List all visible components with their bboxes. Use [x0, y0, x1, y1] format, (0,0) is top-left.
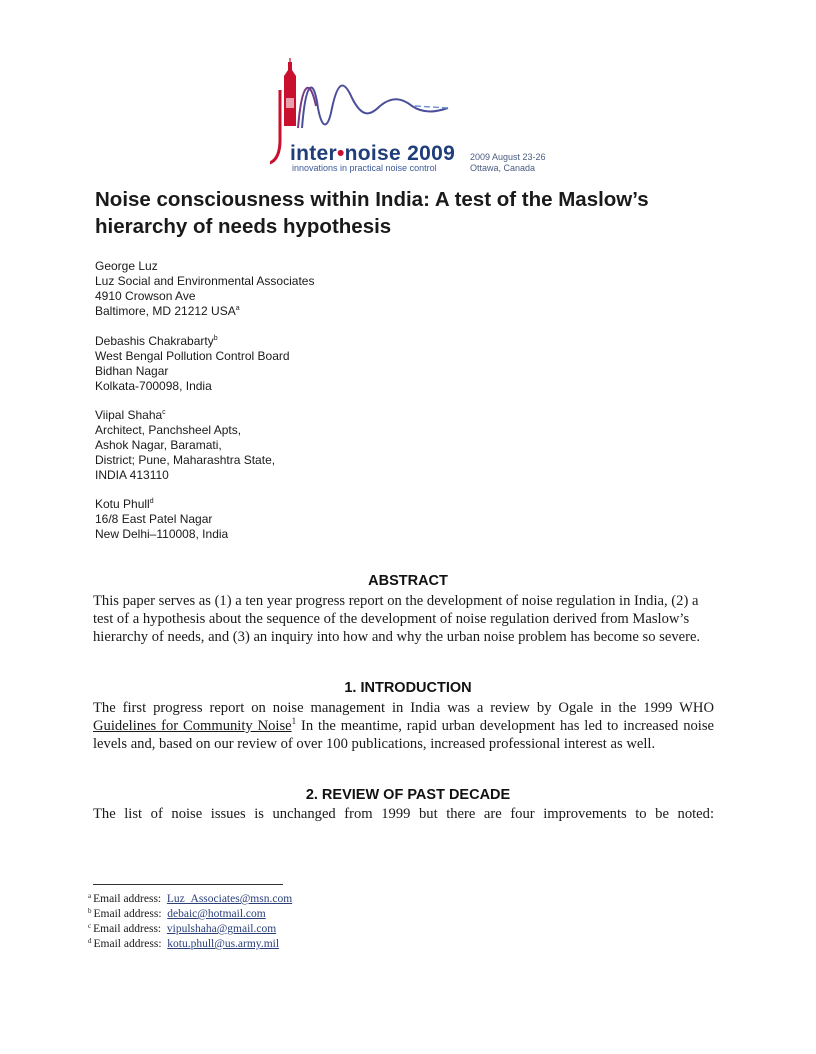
logo-wordmark: inter•noise 2009	[290, 142, 456, 165]
footnote-b: $^b$ Email address: debaic@hotmail.com	[88, 907, 266, 920]
author-address: Bidhan Nagar	[95, 364, 169, 378]
author-address: Kolkata-700098, India	[95, 379, 212, 393]
author-block-4	[95, 497, 228, 542]
author-block-3	[95, 408, 275, 483]
author-address: District; Pune, Maharashtra State,	[95, 453, 276, 467]
footnote-d: $^d$ Email address: kotu.phull@us.army.mil	[88, 937, 280, 950]
email-link[interactable]: Luz_Associates@msn.com	[166, 893, 293, 905]
introduction-text: The first progress report on noise management in India was a review by Ogale in the 1999 WHO Guidelines for Community Noise$^1$ In the meantime, rapid urban development has led to increased noise levels and, based on our review of over 100 publications, increased professional interest as well.	[93, 700, 714, 752]
author-affiliation: West Bengal Pollution Control Board	[95, 349, 290, 363]
email-link[interactable]: debaic@hotmail.com	[167, 908, 266, 920]
email-link[interactable]: kotu.phull@us.army.mil	[167, 938, 280, 950]
conference-date: 2009 August 23-26	[470, 152, 546, 162]
author-block-2	[95, 334, 290, 394]
author-address: INDIA 413110	[95, 468, 169, 482]
email-link[interactable]: vipulshaha@gmail.com	[166, 923, 277, 935]
author-affiliation: Luz Social and Environmental Associates	[95, 274, 315, 288]
author-address: New Delhi–110008, India	[95, 527, 229, 541]
abstract-text: This paper serves as (1) a ten year progress report on the development of noise regulation in India, (2) a test of a hypothesis about the sequence of the development of noise regulation derived from Maslow’s hierarchy of needs, and (3) an inquiry into how and why the urban noise problem has become so severe.	[93, 593, 701, 645]
author-address: Ashok Nagar, Baramati,	[95, 438, 222, 452]
abstract-heading: ABSTRACT	[368, 573, 448, 589]
introduction-heading: 1. INTRODUCTION	[344, 680, 472, 696]
reference-mark: 1	[291, 716, 297, 726]
conference-location: Ottawa, Canada	[470, 163, 536, 173]
author-name: Viipal Shaha$^c$	[95, 408, 166, 422]
review-heading: 2. REVIEW OF PAST DECADE	[305, 787, 511, 803]
paper-title: Noise consciousness within India: A test of the Maslow’s hierarchy of needs hypothesis	[95, 188, 649, 238]
logo-tagline: innovations in practical noise control	[292, 163, 437, 173]
author-address: Baltimore, MD 21212 USA$^a$	[95, 304, 240, 318]
reference-title: Guidelines for Community Noise	[93, 718, 292, 734]
footnote-c: $^c$ Email address: vipulshaha@gmail.com	[88, 922, 277, 935]
author-address: 16/8 East Patel Nagar	[95, 512, 213, 526]
author-name: Debashis Chakrabarty$^b$	[95, 334, 218, 348]
footnote-a: $^a$ Email address: Luz_Associates@msn.com	[88, 892, 293, 905]
author-name: George Luz	[95, 259, 158, 273]
author-address: 4910 Crowson Ave	[95, 289, 196, 303]
author-affiliation: Architect, Panchsheel Apts,	[95, 423, 242, 437]
footnote-divider	[93, 884, 283, 885]
review-text: The list of noise issues is unchanged from 1999 but there are four improvements to be noted:	[93, 806, 714, 822]
author-block-1	[95, 259, 314, 319]
author-name: Kotu Phull$^d$	[95, 497, 154, 511]
